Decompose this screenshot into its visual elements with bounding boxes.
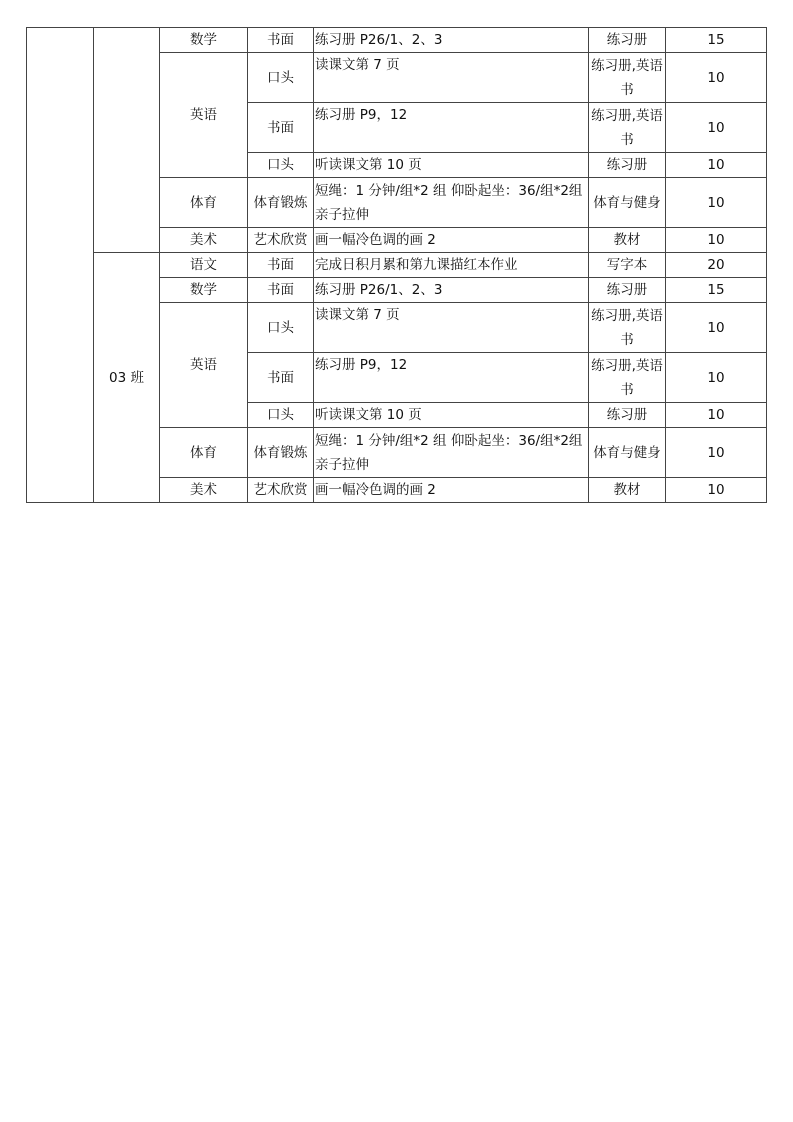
minutes-cell: 15 xyxy=(666,28,767,53)
material-cell: 练习册,英语书 xyxy=(589,53,666,103)
class-cell: 03 班 xyxy=(94,253,160,503)
type-cell: 体育锻炼 xyxy=(248,178,314,228)
minutes-cell: 10 xyxy=(666,228,767,253)
minutes-cell: 10 xyxy=(666,178,767,228)
material-cell: 练习册 xyxy=(589,278,666,303)
subject-cell: 数学 xyxy=(160,278,248,303)
homework-table xyxy=(26,27,767,503)
minutes-cell: 10 xyxy=(666,428,767,478)
content-cell: 练习册 P9，12 xyxy=(314,103,589,153)
content-cell: 练习册 P26/1、2、3 xyxy=(314,278,589,303)
minutes-cell: 10 xyxy=(666,103,767,153)
subject-cell: 数学 xyxy=(160,28,248,53)
type-cell: 艺术欣赏 xyxy=(248,228,314,253)
type-cell: 书面 xyxy=(248,103,314,153)
minutes-cell: 10 xyxy=(666,303,767,353)
type-cell: 艺术欣赏 xyxy=(248,478,314,503)
subject-cell: 英语 xyxy=(160,53,248,178)
type-cell: 口头 xyxy=(248,153,314,178)
material-cell: 练习册,英语书 xyxy=(589,353,666,403)
content-cell: 听读课文第 10 页 xyxy=(314,403,589,428)
minutes-cell: 10 xyxy=(666,353,767,403)
content-cell: 完成日积月累和第九课描红本作业 xyxy=(314,253,589,278)
type-cell: 书面 xyxy=(248,278,314,303)
type-cell: 书面 xyxy=(248,28,314,53)
content-cell: 听读课文第 10 页 xyxy=(314,153,589,178)
type-cell: 口头 xyxy=(248,403,314,428)
type-cell: 体育锻炼 xyxy=(248,428,314,478)
material-cell: 教材 xyxy=(589,228,666,253)
content-cell: 画一幅冷色调的画 2 xyxy=(314,478,589,503)
type-cell: 书面 xyxy=(248,353,314,403)
subject-cell: 美术 xyxy=(160,228,248,253)
minutes-cell: 20 xyxy=(666,253,767,278)
material-cell: 练习册 xyxy=(589,403,666,428)
material-cell: 练习册,英语书 xyxy=(589,303,666,353)
table-row xyxy=(27,253,767,278)
type-cell: 口头 xyxy=(248,53,314,103)
grade-cell xyxy=(27,28,94,503)
minutes-cell: 15 xyxy=(666,278,767,303)
content-cell: 画一幅冷色调的画 2 xyxy=(314,228,589,253)
minutes-cell: 10 xyxy=(666,53,767,103)
subject-cell: 英语 xyxy=(160,303,248,428)
material-cell: 练习册 xyxy=(589,28,666,53)
material-cell: 体育与健身 xyxy=(589,178,666,228)
material-cell: 写字本 xyxy=(589,253,666,278)
minutes-cell: 10 xyxy=(666,478,767,503)
material-cell: 练习册,英语书 xyxy=(589,103,666,153)
minutes-cell: 10 xyxy=(666,153,767,178)
material-cell: 体育与健身 xyxy=(589,428,666,478)
subject-cell: 美术 xyxy=(160,478,248,503)
subject-cell: 语文 xyxy=(160,253,248,278)
type-cell: 口头 xyxy=(248,303,314,353)
content-cell: 读课文第 7 页 xyxy=(314,53,589,103)
table-row xyxy=(27,28,767,53)
subject-cell: 体育 xyxy=(160,428,248,478)
content-cell: 练习册 P9，12 xyxy=(314,353,589,403)
subject-cell: 体育 xyxy=(160,178,248,228)
content-cell: 练习册 P26/1、2、3 xyxy=(314,28,589,53)
material-cell: 教材 xyxy=(589,478,666,503)
content-cell: 读课文第 7 页 xyxy=(314,303,589,353)
minutes-cell: 10 xyxy=(666,403,767,428)
content-cell: 短绳：1 分钟/组*2 组 仰卧起坐：36/组*2组 亲子拉伸 xyxy=(314,428,589,478)
material-cell: 练习册 xyxy=(589,153,666,178)
class-cell xyxy=(94,28,160,253)
type-cell: 书面 xyxy=(248,253,314,278)
content-cell: 短绳：1 分钟/组*2 组 仰卧起坐：36/组*2组 亲子拉伸 xyxy=(314,178,589,228)
